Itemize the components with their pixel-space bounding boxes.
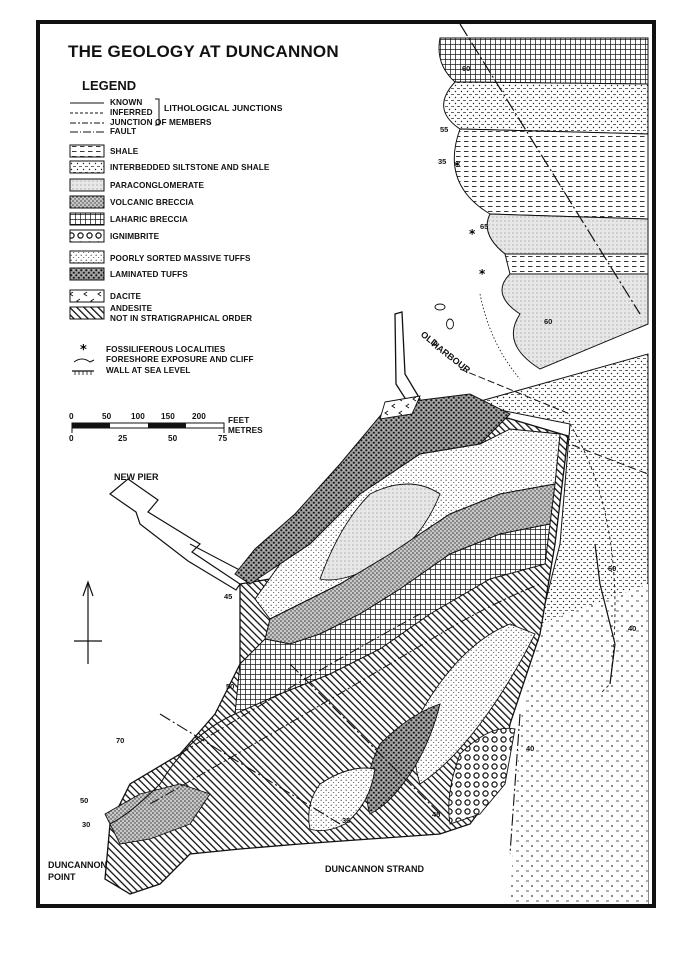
legend-foreshore-label: FORESHORE EXPOSURE AND CLIFF [106, 355, 254, 364]
scale-feet-tick-4: 200 [192, 412, 206, 421]
dip-reading: 60 [462, 64, 471, 73]
legend-fault-label: FAULT [110, 127, 137, 136]
legend-swatches [70, 145, 104, 319]
map-frame [36, 20, 656, 908]
legend-massive-tuffs-label: POORLY SORTED MASSIVE TUFFS [110, 254, 251, 263]
svg-text:*: * [80, 343, 87, 358]
scale-feet-label: FEET [228, 416, 250, 425]
new-pier-label: NEW PIER [114, 472, 159, 482]
scale-metres-label: METRES [228, 426, 263, 435]
scale-metre-tick-2: 50 [168, 434, 178, 443]
duncannon-point-label-1: DUNCANNON [48, 860, 107, 870]
dip-reading: 40 [628, 624, 637, 633]
scale-feet-tick-3: 150 [161, 412, 175, 421]
legend-laharic-breccia-label: LAHARIC BRECCIA [110, 215, 188, 224]
legend-volcanic-breccia-label: VOLCANIC BRECCIA [110, 198, 194, 207]
legend-dacite-label: DACITE [110, 292, 142, 301]
old-harbour-label-2: HARBOUR [429, 338, 473, 376]
legend-members-label: JUNCTION OF MEMBERS [110, 118, 212, 127]
dip-reading: 60 [608, 564, 617, 573]
map-title: THE GEOLOGY AT DUNCANNON [68, 42, 339, 61]
svg-text:*: * [479, 267, 486, 281]
dip-reading: 40 [526, 744, 535, 753]
dip-reading: 45 [432, 810, 441, 819]
dip-reading: 65 [480, 222, 489, 231]
legend-heading: LEGEND [82, 78, 137, 93]
dip-reading: 50 [226, 682, 235, 691]
legend-laminated-tuffs-label: LAMINATED TUFFS [110, 270, 188, 279]
duncannon-point-label-2: POINT [48, 872, 76, 882]
legend-symbols [72, 343, 94, 375]
legend-wall-label: WALL AT SEA LEVEL [106, 366, 191, 375]
north-arrow [74, 582, 102, 664]
scale-feet-tick-2: 100 [131, 412, 145, 421]
legend-ignimbrite-label: IGNIMBRITE [110, 232, 160, 241]
scale-feet-tick-0: 0 [69, 412, 74, 421]
scale-metre-tick-1: 25 [118, 434, 128, 443]
old-harbour-label-1: OLD [418, 329, 441, 349]
scale-metre-tick-3: 75 [218, 434, 228, 443]
svg-text:*: * [454, 159, 461, 173]
legend-shale-label: SHALE [110, 147, 139, 156]
legend-known-label: KNOWN [110, 98, 143, 107]
dip-reading: 45 [224, 592, 233, 601]
scale-bar [72, 423, 224, 433]
dip-reading: 30 [82, 820, 91, 829]
dip-reading: 70 [116, 736, 125, 745]
legend-fossil-label: FOSSILIFEROUS LOCALITIES [106, 345, 226, 354]
legend-paraconglomerate-label: PARACONGLOMERATE [110, 181, 205, 190]
dip-reading: 55 [440, 125, 449, 134]
geology-map [40, 24, 652, 904]
duncannon-strand-label: DUNCANNON STRAND [325, 864, 424, 874]
dip-reading: 50 [80, 796, 89, 805]
dip-reading: 60 [544, 317, 553, 326]
legend-lithological-junctions-label: LITHOLOGICAL JUNCTIONS [164, 103, 283, 113]
svg-text:*: * [469, 227, 476, 241]
legend-siltstone-label: INTERBEDDED SILTSTONE AND SHALE [110, 163, 270, 172]
dip-reading: 35 [342, 816, 351, 825]
legend-andesite-label: ANDESITE [110, 304, 153, 313]
scale-feet-tick-1: 50 [102, 412, 112, 421]
legend-andesite-note: NOT IN STRATIGRAPHICAL ORDER [110, 314, 253, 323]
scale-metre-tick-0: 0 [69, 434, 74, 443]
legend-inferred-label: INFERRED [110, 108, 153, 117]
dip-reading: 35 [438, 157, 447, 166]
